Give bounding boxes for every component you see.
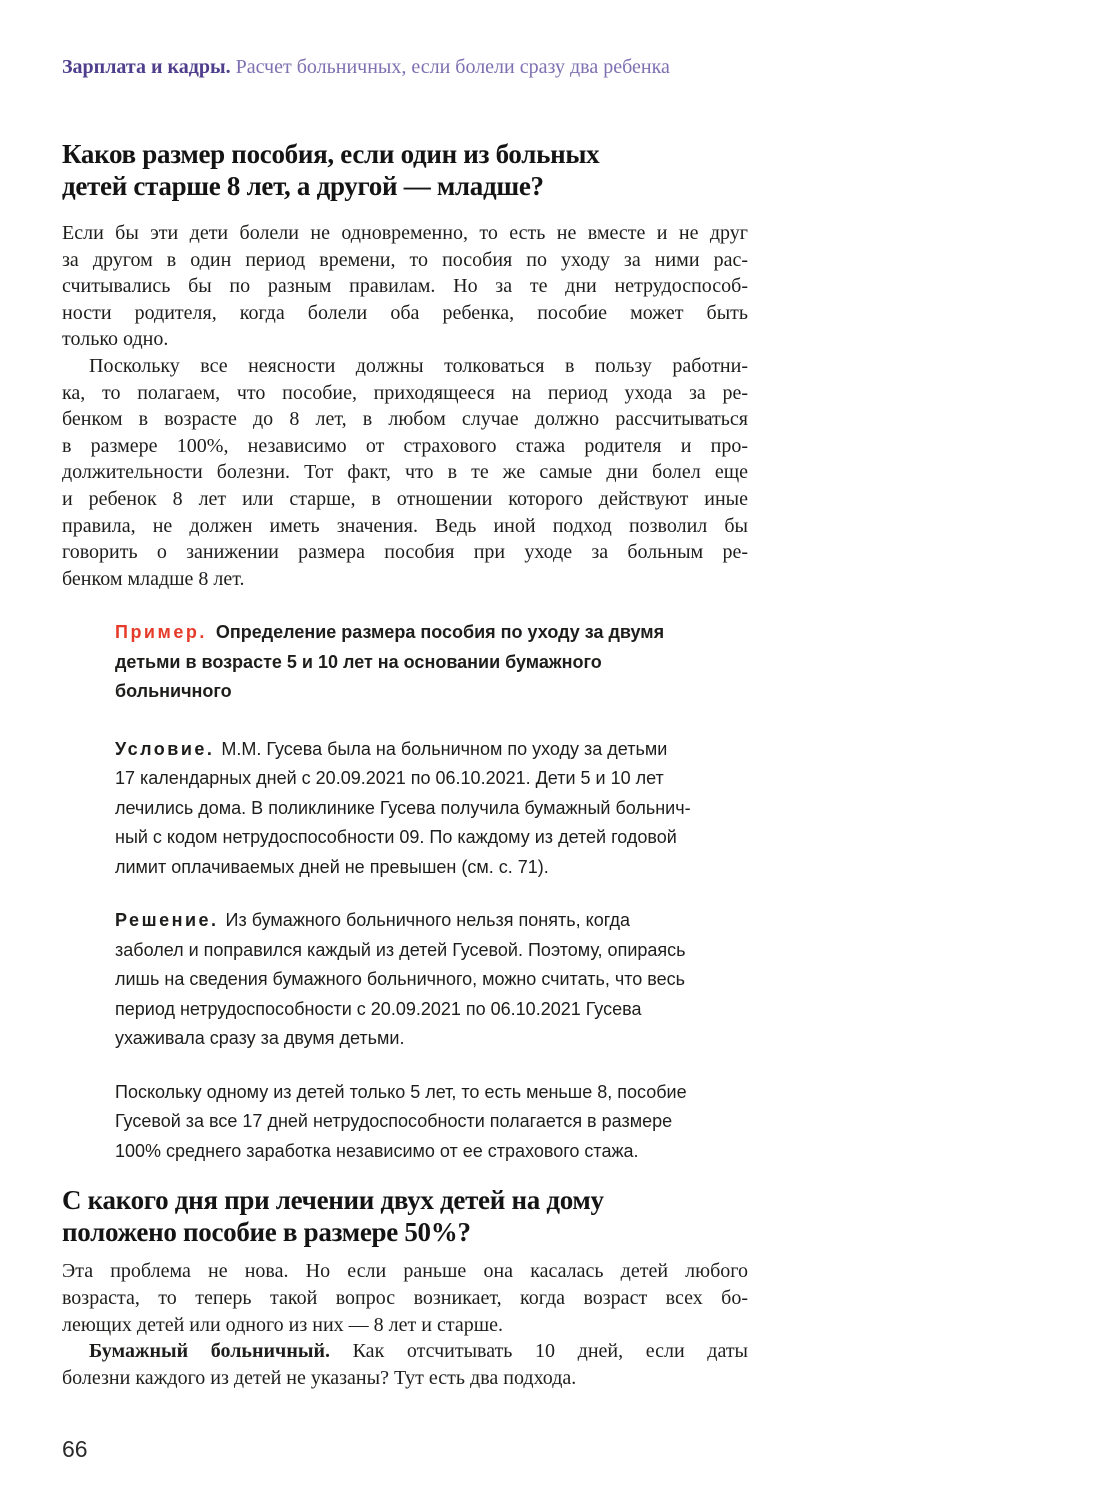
example-box <box>115 618 719 1166</box>
example-title <box>115 618 719 707</box>
example-solution <box>115 906 719 1054</box>
text-line: заболел и поправился каждый из детей Гусевой. Поэтому, опираясь <box>115 939 686 960</box>
text-line: Если бы эти дети болели не одновременно, то есть не вместе и не друг <box>62 222 748 244</box>
text-line: должительности болезни. Тот факт, что в те же самые дни болел еще <box>62 461 748 484</box>
paragraph-2-first-line <box>62 1338 748 1365</box>
text-line: Каков размер пособия, если один из больных <box>62 139 600 169</box>
running-head-article-title: Расчет больничных, если болели сразу два ребенка <box>235 56 670 78</box>
text-line: 17 календарных дней с 20.09.2021 по 06.10.2021. Дети 5 и 10 лет <box>115 768 664 789</box>
text-line: только одно. <box>62 328 169 351</box>
section-2-heading <box>62 1184 748 1248</box>
text-line: Поскольку все неясности должны толковаться в пользу работни- <box>89 354 748 377</box>
example-title-rest <box>115 648 719 707</box>
text-line: детьми в возрасте 5 и 10 лет на основании бумажного <box>115 651 602 672</box>
text-line: возраста, то теперь такой вопрос возникает, когда возраст всех бо- <box>62 1286 748 1309</box>
text-line: Поскольку одному из детей только 5 лет, то есть меньше 8, пособие <box>115 1081 687 1102</box>
text-line: С какого дня при лечении двух детей на дому <box>62 1185 604 1216</box>
section-1-paragraph-1 <box>62 220 748 353</box>
condition-label: Условие. <box>115 738 215 759</box>
solution-first-line <box>115 906 719 936</box>
text-line: Гусевой за все 17 дней нетрудоспособности полагается в размере <box>115 1111 673 1132</box>
section-1-heading <box>62 138 748 202</box>
text-line: 100% среднего заработка независимо от ее страхового стажа. <box>115 1140 639 1161</box>
example-title-text: Определение размера пособия по уходу за двумя <box>215 622 665 643</box>
text-line: ухаживала сразу за двумя детьми. <box>115 1028 405 1049</box>
text-line: за другом в один период времени, то пособия по уходу за ними рас- <box>62 248 748 271</box>
section-1-paragraph-2 <box>62 353 748 592</box>
text-line: больничного <box>115 681 232 702</box>
bold-lead: Бумажный больничный. <box>89 1340 330 1363</box>
text-line: и ребенок 8 лет или старше, в отношении которого действуют иные <box>62 487 748 510</box>
text-line: считывались бы по разным правилам. Но за те дни нетрудоспособ- <box>62 275 748 298</box>
condition-text: М.М. Гусева была на больничном по уходу за детьми <box>221 738 668 759</box>
running-head-rubric: Зарплата и кадры. <box>62 56 231 78</box>
text-line: ности родителя, когда болели оба ребенка, пособие может быть <box>62 301 748 324</box>
text-line: правила, не должен иметь значения. Ведь иной подход позволил бы <box>62 514 748 537</box>
text-line: ный с кодом нетрудоспособности 09. По каждому из детей годовой <box>115 827 677 848</box>
text-line: говорить о занижении размера пособия при уходе за больным ре- <box>62 541 748 564</box>
text-line: бенком в возрасте до 8 лет, в любом случае должно рассчитываться <box>62 408 748 431</box>
text-line: в размере 100%, независимо от страхового стажа родителя и про- <box>62 434 748 457</box>
example-label: Пример. <box>115 622 207 643</box>
condition-rest <box>115 764 719 882</box>
solution-label: Решение. <box>115 910 219 931</box>
text-line: период нетрудоспособности с 20.09.2021 по 06.10.2021 Гусева <box>115 998 642 1019</box>
text-line: лимит оплачиваемых дней не превышен (см. с. 71). <box>115 856 549 877</box>
lead-rest: Как отсчитывать 10 дней, если даты <box>352 1340 748 1363</box>
text-line: бенком младше 8 лет. <box>62 567 245 590</box>
text-line: лишь на сведения бумажного больничного, можно считать, что весь <box>115 969 686 990</box>
text-line: ка, то полагаем, что пособие, приходящееся на период ухода за ре- <box>62 381 748 404</box>
example-conclusion <box>115 1078 719 1167</box>
solution-rest <box>115 936 719 1054</box>
running-head <box>62 54 748 80</box>
example-title-first-line <box>115 618 719 648</box>
condition-first-line <box>115 735 719 765</box>
page-number: 66 <box>62 1436 88 1462</box>
text-line: леющих детей или одного из них — 8 лет и старше. <box>62 1313 503 1336</box>
section-2-paragraph-2 <box>62 1338 748 1391</box>
paragraph-2-last-line: болезни каждого из детей не указаны? Тут есть два подхода. <box>62 1366 577 1389</box>
text-line: детей старше 8 лет, а другой — младше? <box>62 171 544 201</box>
text-line: Эта проблема не нова. Но если раньше она касалась детей любого <box>62 1260 748 1283</box>
example-condition <box>115 735 719 883</box>
solution-text: Из бумажного больничного нельзя понять, когда <box>225 910 630 931</box>
text-line: положено пособие в размере 50%? <box>62 1217 471 1248</box>
text-line: лечились дома. В поликлинике Гусева получила бумажный больнич- <box>115 797 691 818</box>
page-content <box>62 54 748 1391</box>
section-2-paragraph-1 <box>62 1258 748 1338</box>
